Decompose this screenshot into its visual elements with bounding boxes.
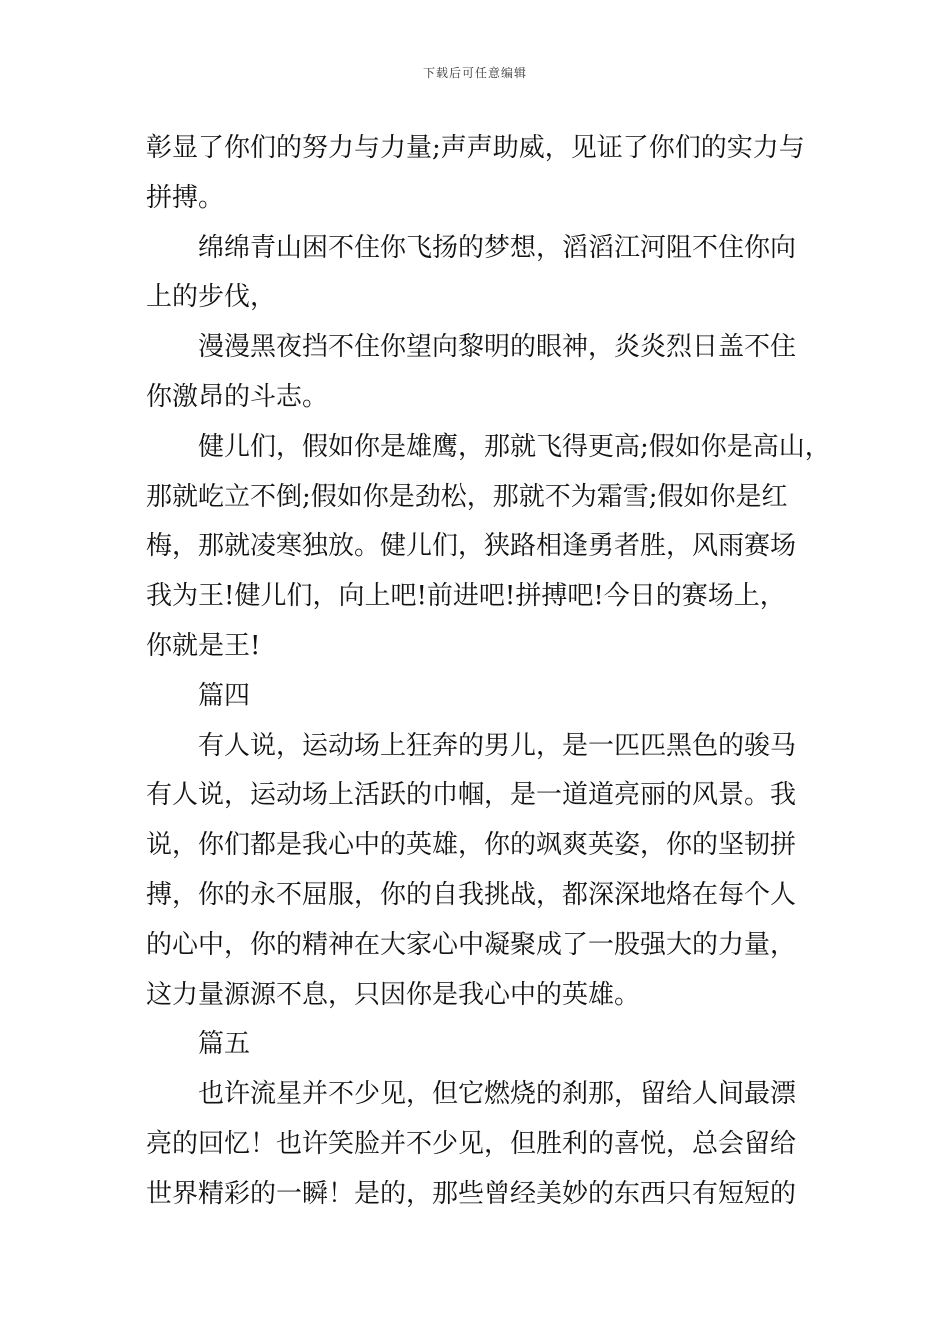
text-line: 我为王!健儿们，向上吧!前进吧!拼搏吧!今日的赛场上， bbox=[146, 581, 786, 612]
text-line: 你就是王! bbox=[146, 630, 261, 661]
text-line: 上的步伐， bbox=[146, 282, 277, 313]
text-line: 你激昂的斗志。 bbox=[146, 381, 329, 412]
text-line: 那就屹立不倒;假如你是劲松，那就不为霜雪;假如你是红 bbox=[146, 481, 788, 512]
text-line: 说，你们都是我心中的英雄，你的飒爽英姿，你的坚韧拼 bbox=[146, 830, 797, 861]
text-line: 的心中，你的精神在大家心中凝聚成了一股强大的力量， bbox=[146, 929, 797, 960]
text-line: 也许流星并不少见，但它燃烧的刹那，留给人间最漂 bbox=[198, 1079, 797, 1110]
text-line: 这力量源源不息，只因你是我心中的英雄。 bbox=[146, 979, 641, 1010]
text-line: 篇五 bbox=[198, 1029, 251, 1060]
text-line: 篇四 bbox=[198, 680, 251, 711]
text-line: 搏，你的永不屈服，你的自我挑战，都深深地烙在每个人 bbox=[146, 879, 797, 910]
text-line: 健儿们，假如你是雄鹰，那就飞得更高;假如你是高山， bbox=[198, 431, 831, 462]
text-line: 梅，那就凌寒独放。健儿们，狭路相逢勇者胜，风雨赛场 bbox=[146, 531, 797, 562]
text-line: 漫漫黑夜挡不住你望向黎明的眼神，炎炎烈日盖不住 bbox=[198, 332, 797, 363]
text-line: 绵绵青山困不住你飞扬的梦想，滔滔江河阻不住你向 bbox=[198, 232, 797, 263]
text-line: 世界精彩的一瞬！是的，那些曾经美妙的东西只有短短的 bbox=[146, 1178, 797, 1209]
text-line: 亮的回忆！也许笑脸并不少见，但胜利的喜悦，总会留给 bbox=[146, 1128, 797, 1159]
text-line: 拼搏。 bbox=[146, 182, 225, 213]
page-header-note: 下载后可任意编辑 bbox=[422, 66, 527, 80]
document-body bbox=[146, 124, 831, 1220]
text-line: 有人说，运动场上狂奔的男儿，是一匹匹黑色的骏马 bbox=[198, 730, 797, 761]
text-line: 彰显了你们的努力与力量;声声助威，见证了你们的实力与 bbox=[146, 133, 805, 163]
text-line: 有人说，运动场上活跃的巾帼，是一道道亮丽的风景。我 bbox=[146, 780, 797, 811]
